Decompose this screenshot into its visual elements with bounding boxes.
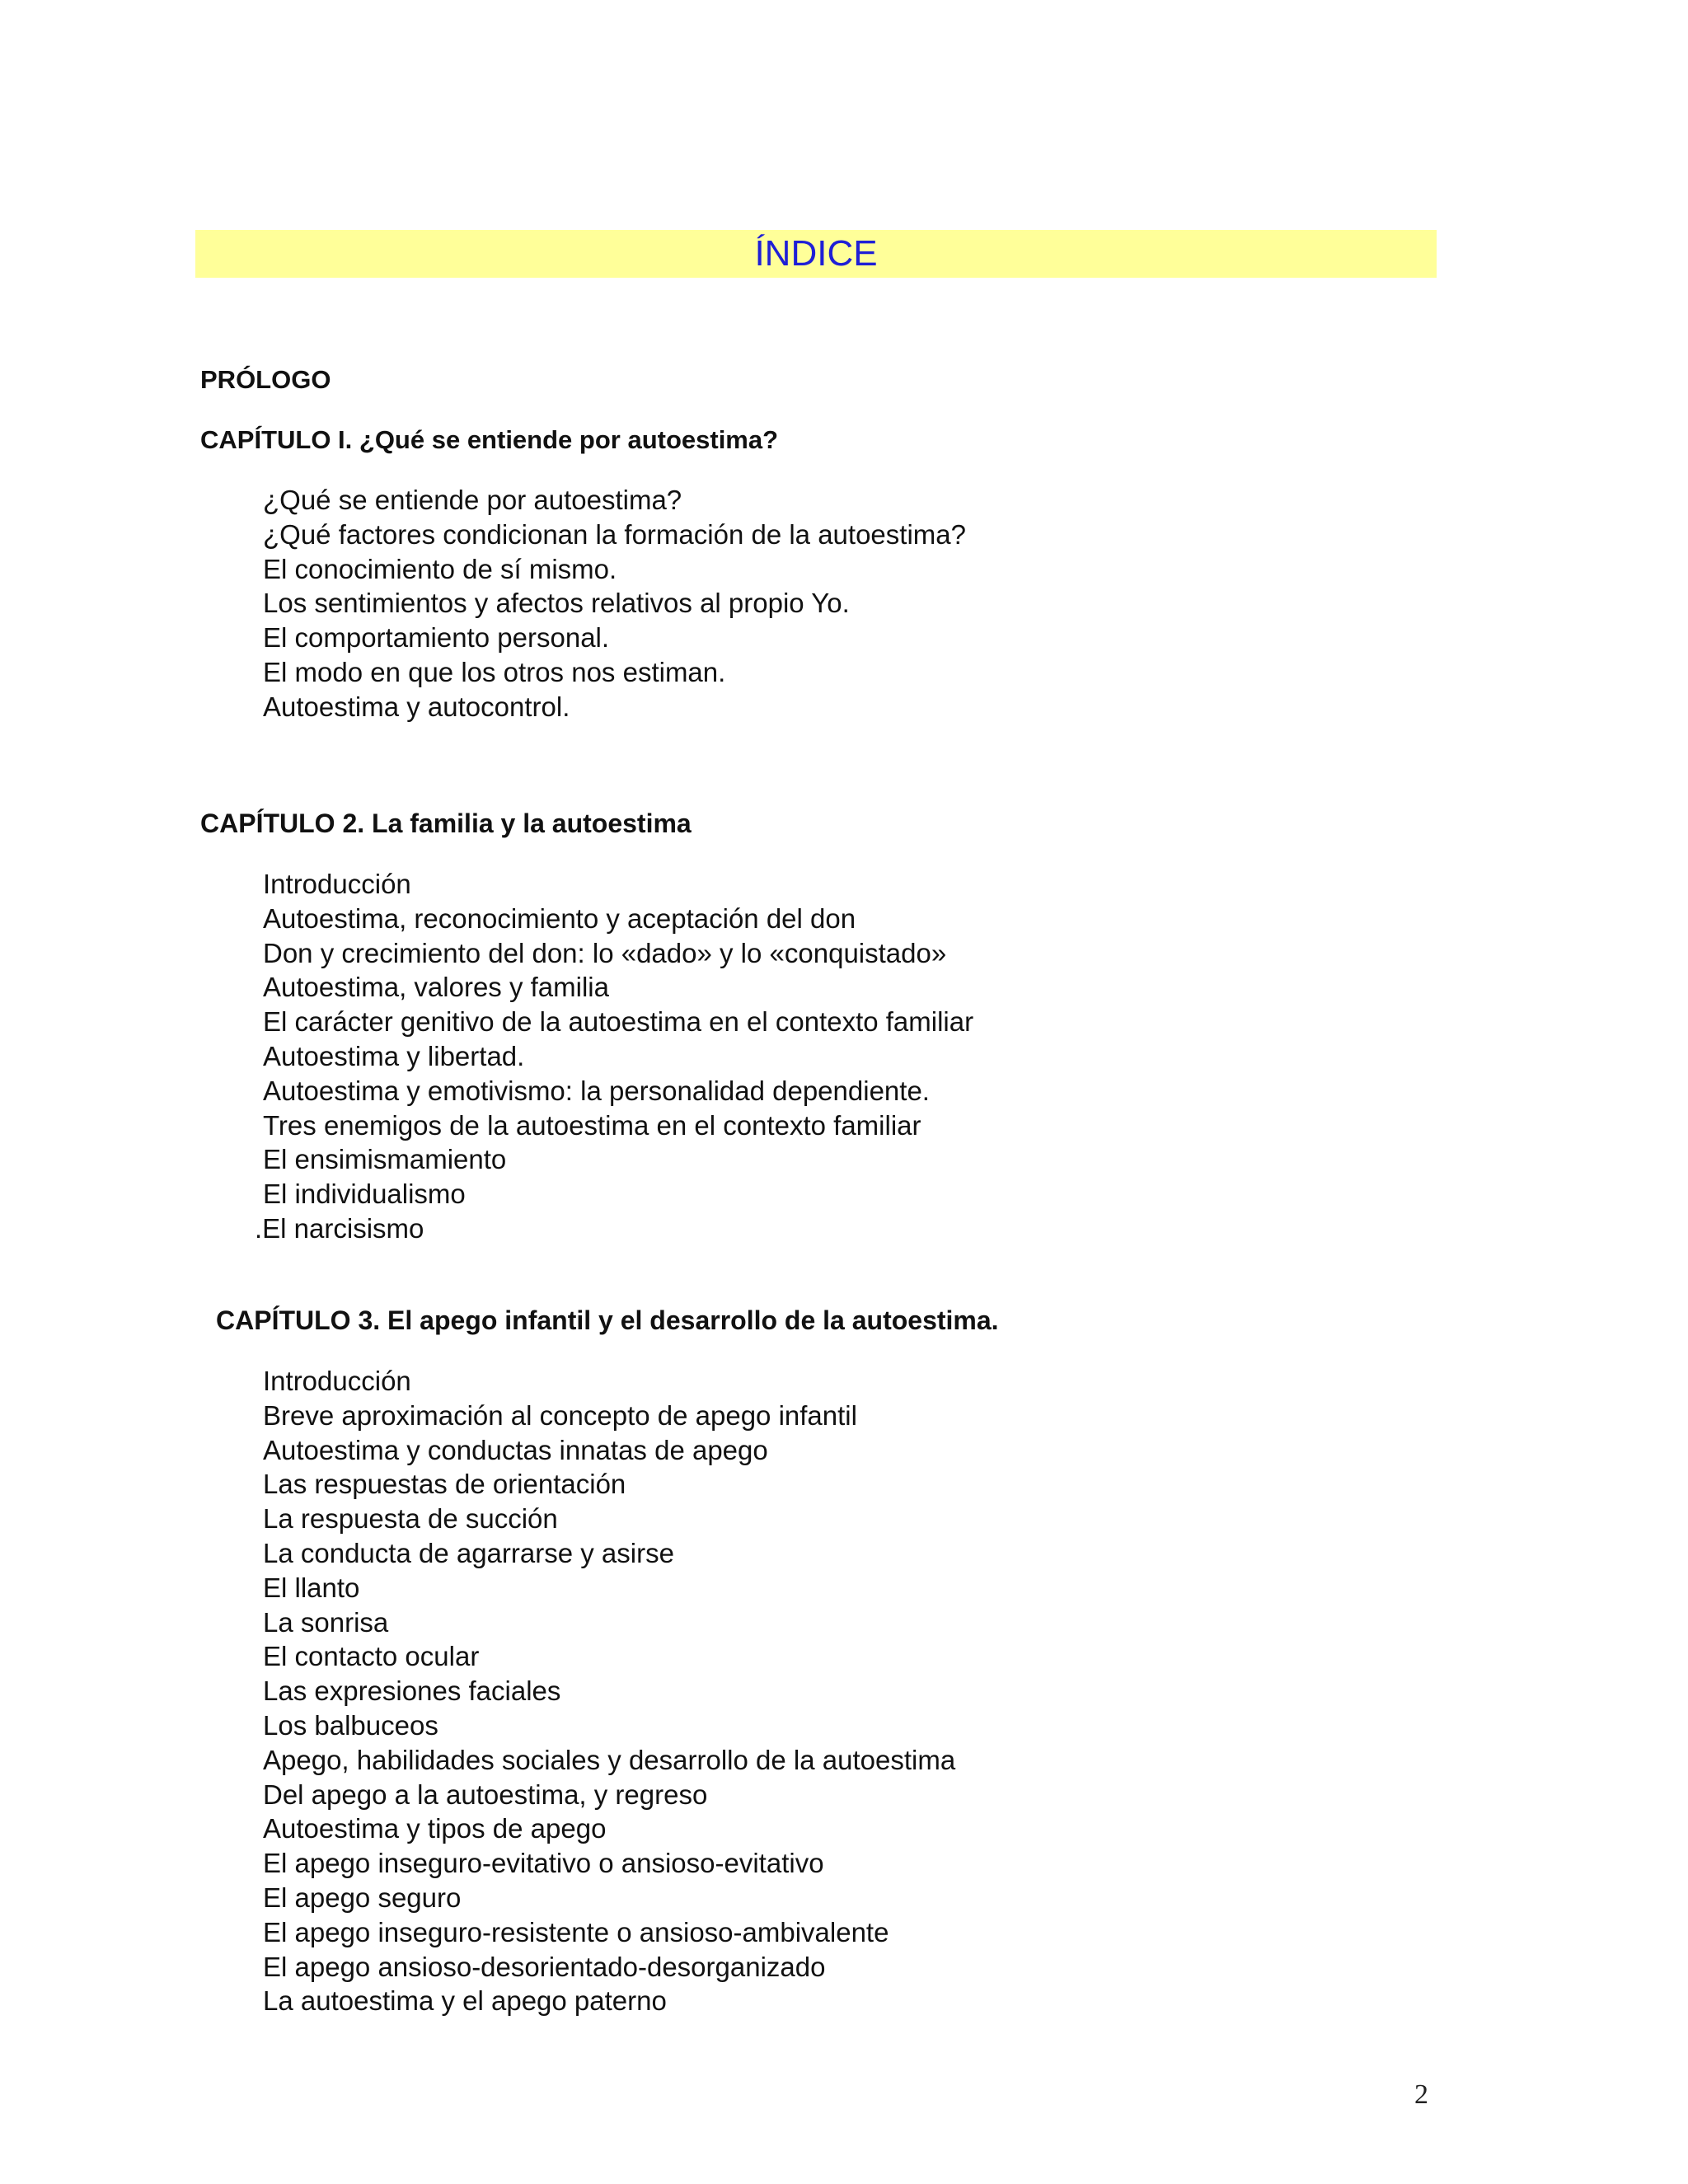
list-item: Las respuestas de orientación <box>263 1469 626 1500</box>
list-item: El apego inseguro-evitativo o ansioso-evitativo <box>263 1848 824 1879</box>
list-item: La autoestima y el apego paterno <box>263 1985 667 2017</box>
list-item: ¿Qué factores condicionan la formación de la autoestima? <box>263 518 966 550</box>
list-item: Autoestima, valores y familia <box>263 972 609 1003</box>
list-item: Autoestima, reconocimiento y aceptación del don <box>263 902 856 934</box>
list-item: ¿Qué se entiende por autoestima? <box>263 485 682 515</box>
list-item: El llanto <box>263 1572 360 1603</box>
list-item: .El narcisismo <box>255 1212 424 1244</box>
list-item: Autoestima y tipos de apego <box>263 1813 607 1844</box>
list-item: El apego seguro <box>263 1882 462 1913</box>
list-item: Las expresiones faciales <box>263 1675 561 1707</box>
list-item: Autoestima y autocontrol. <box>263 691 570 722</box>
list-item: El modo en que los otros nos estiman. <box>263 656 726 687</box>
list-item: El individualismo <box>263 1179 466 1210</box>
list-item: El comportamiento personal. <box>263 622 610 654</box>
list-item: Autoestima y libertad. <box>263 1040 525 1071</box>
list-item: El contacto ocular <box>263 1641 480 1672</box>
list-item: El conocimiento de sí mismo. <box>263 553 617 584</box>
list-item: El carácter genitivo de la autoestima en el contexto familiar <box>263 1006 974 1038</box>
chapter-1-list <box>263 483 966 724</box>
list-item: Apego, habilidades sociales y desarrollo de la autoestima <box>263 1744 956 1775</box>
prologue-heading: PRÓLOGO <box>200 365 331 394</box>
list-item: El apego ansioso-desorientado-desorganizado <box>263 1951 826 1982</box>
chapter-3-list <box>263 1364 955 2018</box>
list-item: La sonrisa <box>263 1606 389 1638</box>
list-item: Los sentimientos y afectos relativos al propio Yo. <box>263 588 850 619</box>
list-item: Autoestima y emotivismo: la personalidad dependiente. <box>263 1075 930 1106</box>
list-item: El ensimismamiento <box>263 1144 507 1175</box>
list-item: Tres enemigos de la autoestima en el contexto familiar <box>263 1109 921 1141</box>
list-item: La conducta de agarrarse y asirse <box>263 1537 674 1568</box>
chapter-2-list <box>255 867 974 1246</box>
chapter-3-heading: CAPÍTULO 3. El apego infantil y el desarrollo de la autoestima. <box>216 1305 999 1335</box>
index-title-band <box>195 230 1437 278</box>
index-title: ÍNDICE <box>754 233 878 274</box>
list-item: Don y crecimiento del don: lo «dado» y lo «conquistado» <box>263 937 947 968</box>
list-item: Autoestima y conductas innatas de apego <box>263 1434 768 1465</box>
chapter-1-heading: CAPÍTULO I. ¿Qué se entiende por autoestima? <box>200 425 779 454</box>
list-item: El apego inseguro-resistente o ansioso-ambivalente <box>263 1916 889 1947</box>
list-item: Del apego a la autoestima, y regreso <box>263 1779 708 1810</box>
page-number: 2 <box>1414 2079 1428 2110</box>
list-item: Introducción <box>263 869 411 899</box>
list-item: Breve aproximación al concepto de apego infantil <box>263 1399 857 1431</box>
list-item: Introducción <box>263 1366 411 1396</box>
list-item: Los balbuceos <box>263 1709 438 1741</box>
chapter-2-heading: CAPÍTULO 2. La familia y la autoestima <box>200 808 692 838</box>
list-item: La respuesta de succión <box>263 1503 558 1535</box>
